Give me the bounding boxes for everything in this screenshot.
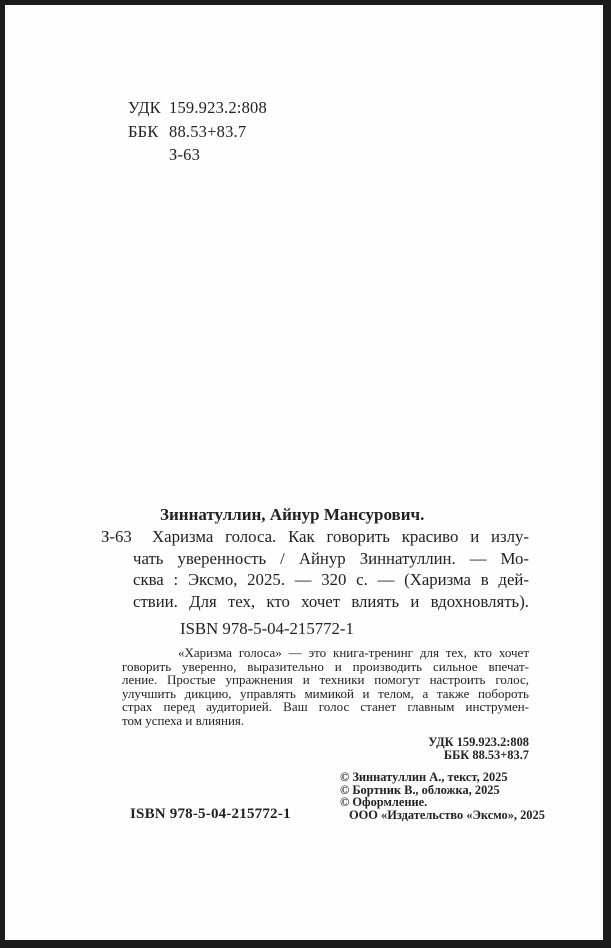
copyright-line: © Бортник В., обложка, 2025 — [340, 782, 500, 797]
description-line: ствии. Для тех, кто хочет влиять и вдохновлять). — [133, 591, 529, 611]
isbn-bottom: ISBN 978-5-04-215772-1 — [130, 806, 291, 822]
copyright-line: © Зиннатуллин А., текст, 2025 — [340, 770, 508, 784]
bbk-bottom: ББК 88.53+83.7 — [443, 748, 529, 762]
copyright-line: © Оформление. — [340, 795, 428, 810]
isbn-line: ISBN 978-5-04-215772-1 — [180, 619, 354, 638]
annotation-line: «Харизма голоса» — это книга-тренинг для тех, кто хочет — [178, 645, 529, 660]
description-line: сква : Эксмо, 2025. — 320 с. — (Харизма в дей- — [133, 570, 529, 589]
annotation-line: страх перед аудиторией. Ваш голос станет главным инструмен- — [122, 699, 529, 715]
classification-codes-top — [128, 96, 267, 167]
classification-codes-bottom — [428, 736, 529, 762]
catalog-entry — [101, 503, 529, 639]
bbk-label: ББК — [128, 121, 159, 141]
annotation-line: ление. Простые упражнения и техники помогут настроить голос, — [122, 672, 529, 688]
udk-label: УДК — [128, 98, 161, 117]
author-heading: Зиннатуллин, Айнур Мансурович. — [160, 505, 425, 524]
bbk-value: 88.53+83.7 — [169, 121, 247, 141]
annotation-line: том успеха и влияния. — [122, 712, 245, 728]
annotation-line: улучшить дикцию, управлять мимикой и телом, а также побороть — [122, 685, 529, 701]
entry-body — [101, 526, 529, 612]
bibliographic-description — [133, 526, 529, 612]
description-line: Харизма голоса. Как говорить красиво и излу- — [152, 527, 529, 546]
author-sign-code: З-63 — [101, 527, 132, 546]
copyright-line: ООО «Издательство «Эксмо», 2025 — [349, 807, 545, 822]
annotation-paragraph — [122, 646, 529, 728]
empty-cell — [128, 143, 169, 167]
udk-value: 159.923.2:808 — [169, 98, 267, 117]
copyright-block — [340, 771, 545, 821]
udk-bottom: УДК 159.923.2:808 — [428, 735, 529, 749]
author-sign: З-63 — [169, 145, 201, 164]
description-line: чать уверенность / Айнур Зиннатуллин. — Мо- — [133, 548, 529, 568]
annotation-line: говорить уверенно, выразительно и производить сильное впечат- — [122, 658, 529, 674]
